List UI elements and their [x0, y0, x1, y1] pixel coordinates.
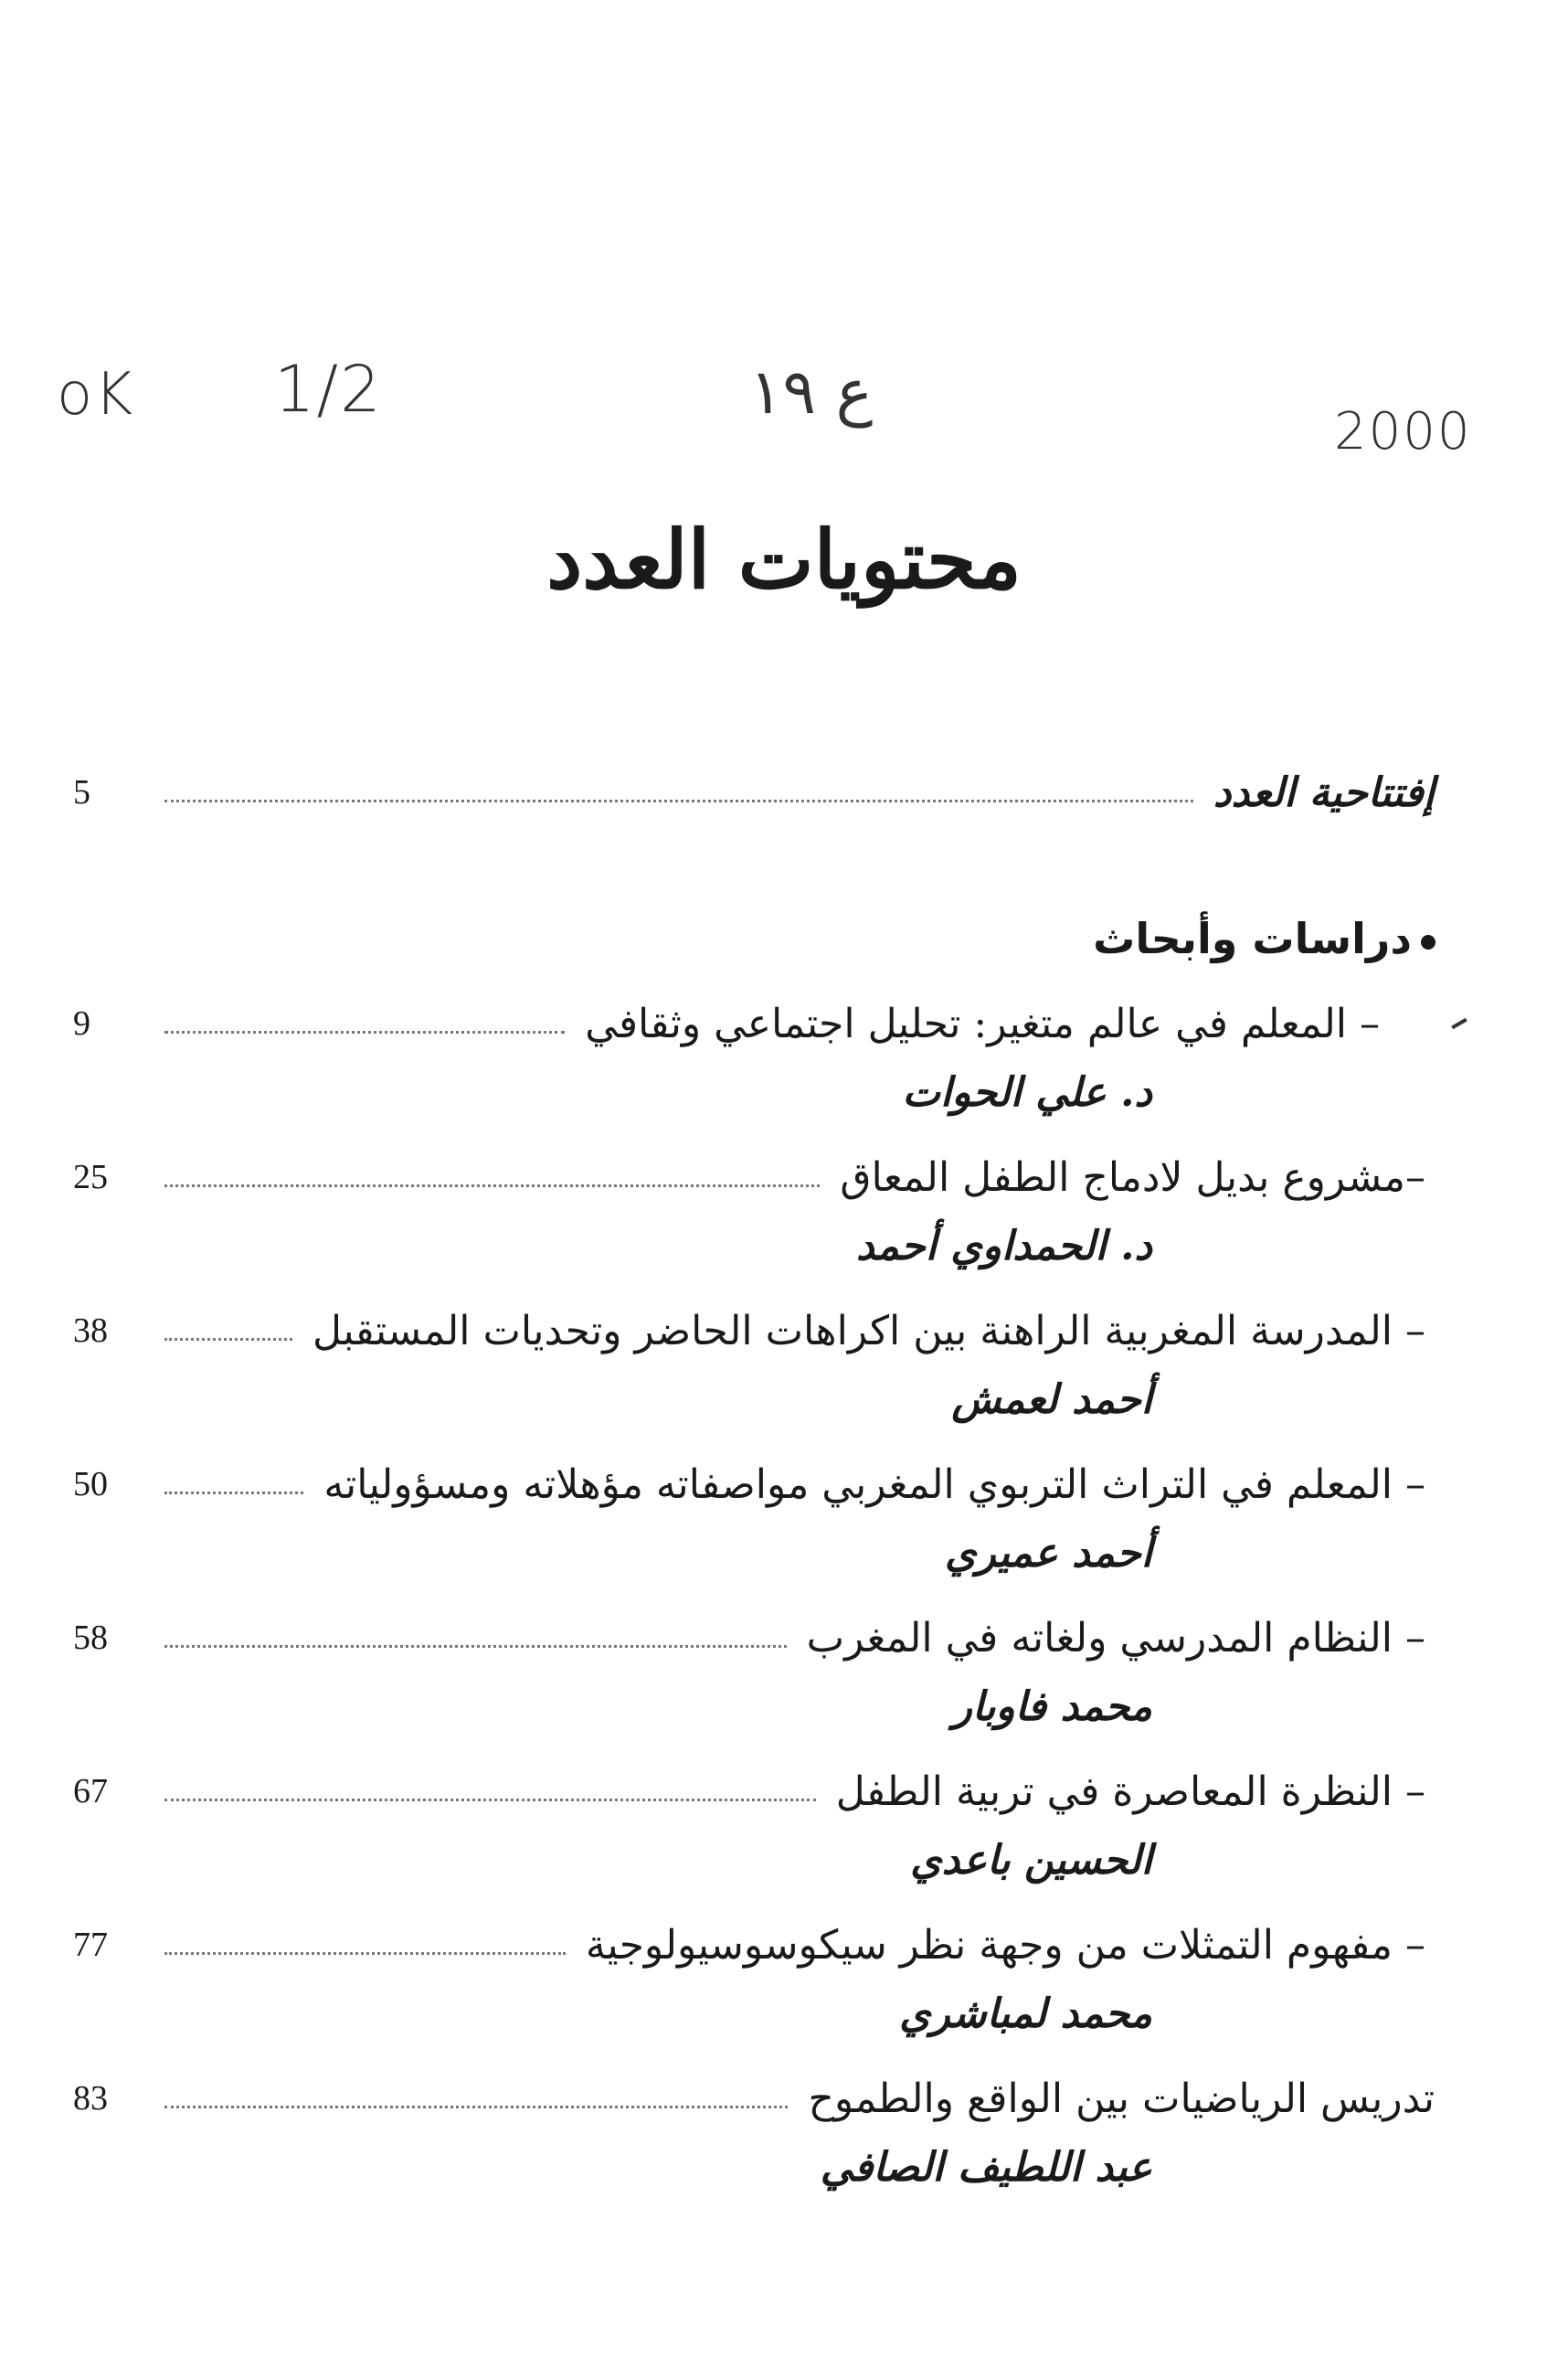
handwritten-note-ok: oK: [57, 361, 135, 429]
toc-row-2: [73, 1145, 1435, 1209]
toc-row-4: [73, 1452, 1435, 1516]
toc-author-1: د. علي الحوات: [902, 1069, 1152, 1116]
pen-mark-icon: [1451, 1018, 1467, 1029]
toc-title-opening: إفتتاحية العدد: [1213, 769, 1435, 816]
leader-dots: [164, 800, 1193, 802]
toc-page-opening: 5: [73, 773, 90, 812]
toc-title-2: –مشروع بديل لادماج الطفل المعاق: [840, 1153, 1425, 1201]
toc-author-2: د. الحمداوي أحمد: [856, 1223, 1152, 1269]
toc-page-8: 83: [73, 2079, 108, 2118]
bullet-icon: [1421, 935, 1436, 950]
toc-author-4: أحمد عميري: [945, 1530, 1152, 1576]
toc-row-3: [73, 1299, 1435, 1363]
leader-dots: [164, 2106, 788, 2108]
handwritten-note-fraction: 1/2: [274, 352, 383, 427]
toc-title-5: – النظام المدرسي ولغاته في المغرب: [806, 1614, 1425, 1661]
leader-dots: [164, 1338, 292, 1341]
toc-page-5: 58: [73, 1619, 108, 1657]
toc-author-5: محمد فاوبار: [952, 1683, 1152, 1730]
toc-row-7: [73, 1913, 1435, 1977]
toc-page-1: 9: [73, 1004, 90, 1043]
toc-page-7: 77: [73, 1926, 108, 1964]
leader-dots: [164, 1492, 303, 1494]
toc-title-4: – المعلم في التراث التربوي المغربي مواصفاته مؤهلاته ومسؤولياته: [323, 1460, 1425, 1508]
leader-dots: [164, 1184, 820, 1187]
toc-author-6: الحسين باعدي: [910, 1837, 1152, 1884]
section-heading: [1093, 914, 1436, 963]
toc-title-1: – المعلم في عالم متغير: تحليل اجتماعي وثقافي: [585, 1000, 1380, 1047]
toc-title-8: تدريس الرياضيات بين الواقع والطموح: [808, 2075, 1435, 2122]
toc-row-8: [73, 2066, 1435, 2130]
leader-dots: [164, 1031, 565, 1034]
toc-title-7: – مفهوم التمثلات من وجهة نظر سيكوسوسيولوجية: [585, 1921, 1425, 1969]
toc-title-3: – المدرسة المغربية الراهنة بين اكراهات الحاضر وتحديات المستقبل: [313, 1307, 1425, 1354]
toc-page-2: 25: [73, 1158, 108, 1196]
toc-author-7: محمد لمباشري: [899, 1991, 1152, 2037]
leader-dots: [164, 1799, 816, 1801]
toc-author-3: أحمد لعمش: [951, 1376, 1152, 1423]
section-heading-label: دراسات وأبحاث: [1093, 914, 1412, 963]
toc-page-6: 67: [73, 1772, 108, 1810]
leader-dots: [164, 1952, 566, 1955]
handwritten-note-issue: ع ١٩: [749, 356, 874, 429]
toc-page-4: 50: [73, 1465, 108, 1503]
toc-row-5: [73, 1606, 1435, 1670]
page-title: محتويات العدد: [546, 512, 1022, 607]
toc-title-6: – النظرة المعاصرة في تربية الطفل: [835, 1768, 1425, 1815]
toc-row-opening: [73, 760, 1435, 824]
leader-dots: [164, 1645, 787, 1648]
toc-author-8: عبد اللطيف الصافي: [820, 2144, 1152, 2191]
toc-row-6: [73, 1759, 1435, 1823]
handwritten-note-year: 2000: [1334, 402, 1472, 462]
toc-page-3: 38: [73, 1311, 108, 1350]
toc-row-1: [73, 992, 1435, 1056]
